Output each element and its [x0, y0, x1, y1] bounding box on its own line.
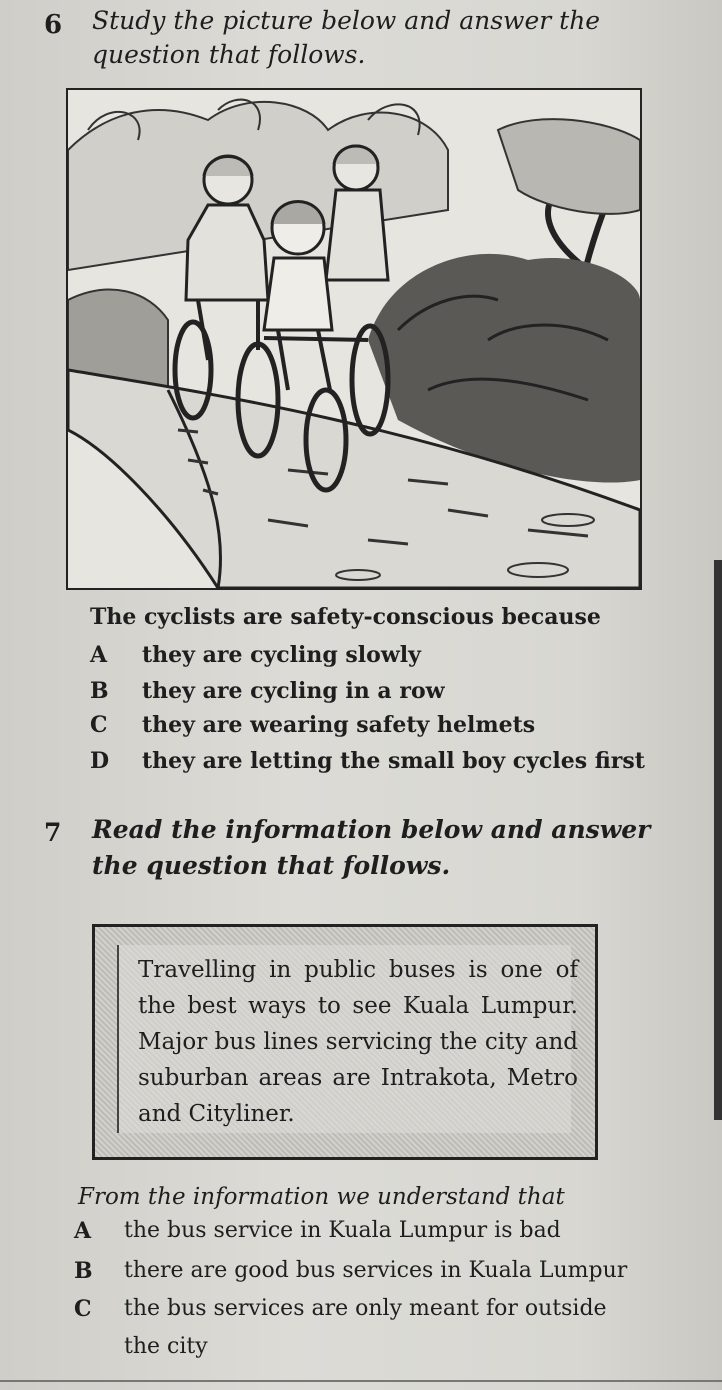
option-text: they are wearing safety helmets: [142, 712, 536, 738]
option-text: the bus service in Kuala Lumpur is bad: [124, 1218, 561, 1243]
question-6-number: 6: [44, 10, 63, 40]
option-text: the bus services are only meant for outside: [124, 1296, 607, 1321]
option-letter: C: [74, 1296, 92, 1322]
bottom-rule: [0, 1380, 722, 1382]
info-text: Travelling in public buses is one of the best ways to see Kuala Lumpur. Major bus lines servicing the city and suburban areas are Intrakota, Metro and Cityliner.: [138, 957, 578, 1127]
question-6-stem: The cyclists are safety-conscious because: [90, 604, 601, 630]
option-text: there are good bus services in Kuala Lumpur: [124, 1258, 628, 1283]
option-text: they are cycling slowly: [142, 642, 421, 668]
question-7-instruction: Read the information below and answer the question that follows.: [92, 815, 651, 880]
cyclists-drawing: [68, 90, 640, 588]
option-text-continuation: the city: [124, 1334, 208, 1359]
question-6-instruction: Study the picture below and answer the question that follows.: [92, 6, 601, 69]
option-letter: A: [74, 1218, 92, 1244]
option-letter: B: [74, 1258, 93, 1284]
question-7-number: 7: [44, 818, 62, 847]
option-letter: C: [90, 712, 108, 738]
question-7-stem: From the information we understand that: [78, 1184, 565, 1210]
option-text: they are letting the small boy cycles first: [142, 748, 645, 774]
question-7-option-c-continuation: [124, 1334, 208, 1359]
option-letter: B: [90, 678, 109, 704]
option-letter: D: [90, 748, 110, 774]
page-edge-shadow: [714, 560, 722, 1120]
option-text: they are cycling in a row: [142, 678, 445, 704]
cyclists-illustration: [66, 88, 642, 590]
option-letter: A: [90, 642, 108, 668]
